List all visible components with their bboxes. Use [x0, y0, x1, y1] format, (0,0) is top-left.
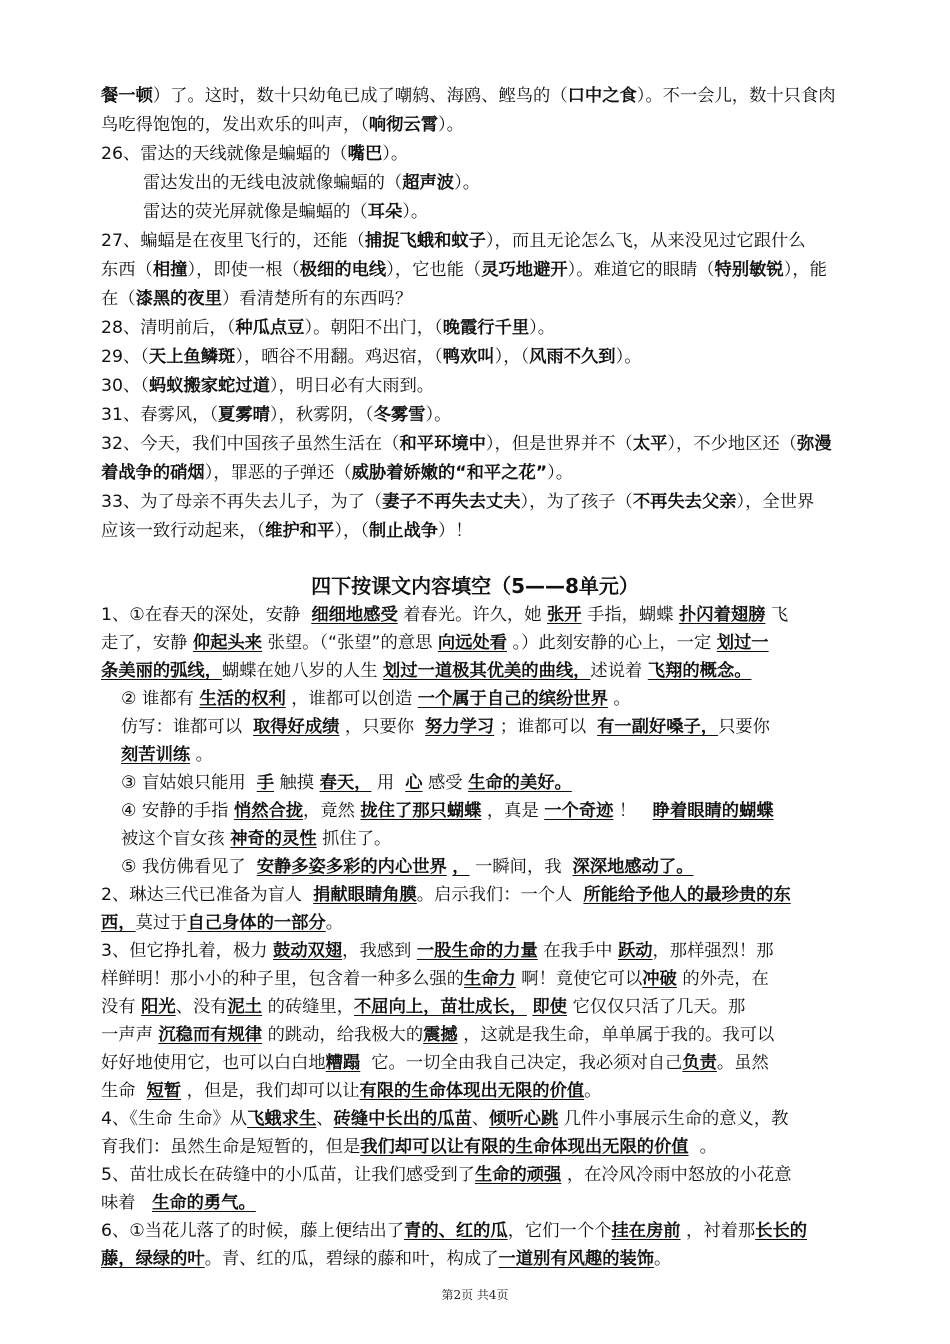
text-line: ⑤ 我仿佛看见了 安静多姿多彩的内心世界 ， 一瞬间，我 深深地感动了。 — [121, 857, 694, 877]
text-line: 育我们：虽然生命是短暂的，但是我们却可以让有限的生命体现出无限的价值 。 — [101, 1137, 717, 1157]
page-number-footer: 第2页 共4页 — [441, 1288, 509, 1302]
text-line: 味着 生命的勇气。 — [101, 1193, 256, 1213]
text-line: 27、蝙蝠是在夜里飞行的，还能（捕捉飞蛾和蚊子），而且无论怎么飞，从来没见过它跟什么 — [101, 231, 806, 251]
text-line: 29、（天上鱼鳞斑），晒谷不用翻。鸡迟宿，（鸭欢叫），（风雨不久到）。 — [101, 347, 642, 367]
text-line: 6、①当花儿落了的时候，藤上便结出了青的、红的瓜，它们一个个挂在房前 ，衬着那长长的 — [101, 1221, 808, 1241]
text-line: 31、春雾风，（夏雾晴），秋雾阴，（冬雾雪）。 — [101, 405, 452, 425]
text-line: 刻苦训练 。 — [121, 745, 213, 765]
text-line: 应该一致行动起来，（维护和平），（制止战争）！ — [101, 521, 473, 541]
text-line: 被这个盲女孩 神奇的灵性 抓住了。 — [121, 829, 392, 849]
text-line: ④ 安静的手指 悄然合拢，竟然 拢住了那只蝴蝶 ，真是 一个奇迹 ！ 睁着眼睛的蝴蝶 — [121, 801, 774, 821]
text-line: 5、苗壮成长在砖缝中的小瓜苗，让我们感受到了生命的顽强 ，在冷风冷雨中怒放的小花意 — [101, 1165, 792, 1185]
text-line — [101, 1246, 861, 1273]
text-line: ② 谁都有 生活的权利 ，谁都可以创造 一个属于自己的缤纷世界 。 — [121, 689, 631, 709]
text-line: 餐一顿）了。这时，数十只幼龟已成了嘲鸫、海鸥、鲣鸟的（口中之食）。不一会儿，数十只食肉 — [101, 86, 836, 106]
text-line: 30、（蚂蚁搬家蛇过道），明日必有大雨到。 — [101, 376, 435, 396]
text-line: 26、雷达的天线就像是蝙蝠的（嘴巴）。 — [101, 144, 409, 164]
text-line: 2、琳达三代已准备为盲人 捐献眼睛角膜。启示我们：一个人 所能给予他人的最珍贵的东 — [101, 885, 791, 905]
text-line: 3、但它挣扎着，极力 鼓动双翅，我感到 一股生命的力量 在我手中 跃动，那样强烈！那 — [101, 941, 774, 961]
text-line: 走了，安静 仰起头来 张望。（“张望”的意思 向远处看 。）此刻安静的心上，一定 划过一 — [101, 633, 769, 653]
text-line: 样鲜明！那小小的种子里，包含着一种多么强的生命力 啊！竟使它可以冲破 的外壳，在 — [101, 969, 769, 989]
text-line: 没有 阳光、没有泥土 的砖缝里，不屈向上，苗壮成长， 即使 它仅仅只活了几天。那 — [101, 997, 746, 1017]
text-line: 西，莫过于自己身体的一部分。 — [101, 913, 343, 933]
prompt-text: 。青、红的瓜，碧绿的藤和叶，构成了 — [204, 1249, 499, 1269]
text-line: 仿写：谁都可以 取得好成绩 ，只要你 努力学习 ；谁都可以 有一副好嗓子，只要你 — [121, 717, 770, 737]
text-line: 雷达的荧光屏就像是蝙蝠的（耳朵）。 — [143, 202, 429, 222]
text-line: 4、《生命 生命》从飞蛾求生、砖缝中长出的瓜苗、倾听心跳 几件小事展示生命的意义，教 — [101, 1109, 789, 1129]
text-line: 东西（相撞），即使一根（极细的电线），它也能（灵巧地避开）。难道它的眼睛（特别敏锐），能 — [101, 260, 827, 280]
text-line: 鸟吃得饱饱的，发出欢乐的叫声，（响彻云霄）。 — [101, 115, 464, 135]
text-line: 33、为了母亲不再失去儿子，为了（妻子不再失去丈夫），为了孩子（不再失去父亲），全世界 — [101, 492, 815, 512]
text-line: 32、今天，我们中国孩子虽然生活在（和平环境中），但是世界并不（太平），不少地区还（弥漫 — [101, 434, 832, 454]
text-line: 在（漆黑的夜里）看清楚所有的东西吗？ — [101, 289, 413, 309]
text-line: 一声声 沉稳而有规律 的跳动，给我极大的震撼 ，这就是我生命，单单属于我的。我可以 — [101, 1025, 775, 1045]
section-title: 四下按课文内容填空（5——8单元） — [311, 574, 639, 598]
text-line: 雷达发出的无线电波就像蝙蝠的（超声波）。 — [143, 173, 481, 193]
answer-text: 藤，绿绿的叶 — [101, 1249, 205, 1269]
text-line: 好好地使用它，也可以白白地糟蹋 它。一切全由我自己决定，我必须对自己负责。虽然 — [101, 1053, 769, 1073]
text-line: 生命 短暂 ，但是，我们却可以让有限的生命体现出无限的价值。 — [101, 1081, 602, 1101]
text-line: 条美丽的弧线，蝴蝶在她八岁的人生 划过一道极其优美的曲线，述说着 飞翔的概念。 — [101, 661, 752, 681]
text-line: ③ 盲姑娘只能用 手 触摸 春天， 用 心 感受 生命的美好。 — [121, 773, 572, 793]
text-line: 1、①在春天的深处，安静 细细地感受 着春光。许久，她 张开 手指，蝴蝶 扑闪着翅膀 飞 — [101, 605, 789, 625]
text-line: 着战争的硝烟），罪恶的子弹还（威胁着娇嫩的“和平之花”）。 — [101, 463, 574, 483]
text-line: 28、清明前后，（种瓜点豆）。朝阳不出门，（晚霞行千里）。 — [101, 318, 556, 338]
answer-text: 一道别有风趣的装饰 — [498, 1249, 655, 1269]
prompt-text: 。 — [654, 1249, 672, 1269]
